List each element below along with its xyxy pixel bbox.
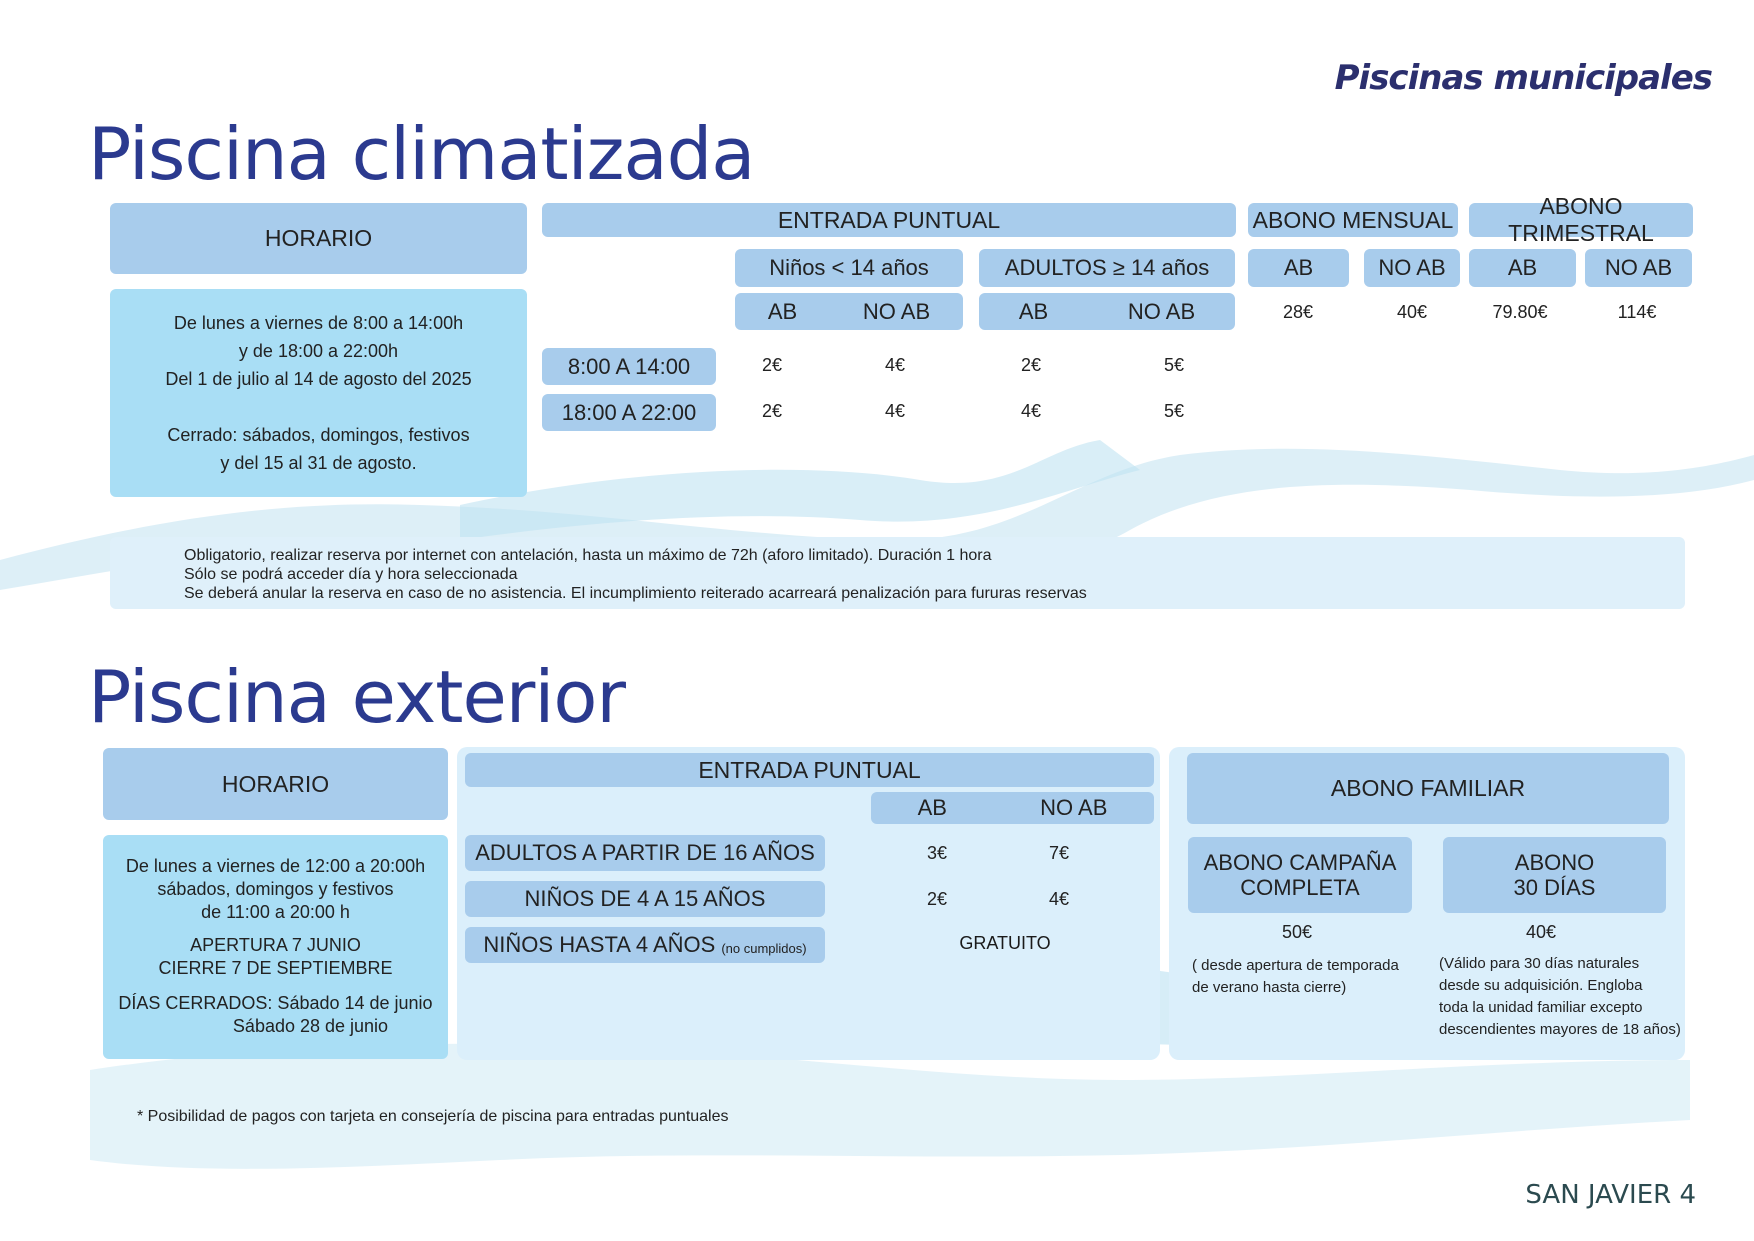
brand-title: Piscinas municipales [1334,58,1712,98]
no-cumplidos-label: (no cumplidos) [721,940,807,956]
dias-note [1439,953,1681,1041]
apertura-text: APERTURA 7 JUNIO [190,935,361,955]
section-title-climatizada: Piscina climatizada [88,112,755,196]
gratuito-text: GRATUITO [959,933,1051,953]
time-slot-evening: 18:00 A 22:00 [542,394,716,431]
abono-dias-box [1443,837,1666,913]
entrada-puntual-header-exterior: ENTRADA PUNTUAL [465,753,1154,787]
campana-label-1: ABONO CAMPAÑA [1203,850,1397,875]
trimestral-noab-price: 114€ [1617,302,1657,322]
price-cell: 2€ [1020,355,1042,375]
mensual-ab: AB [1248,249,1349,287]
notes-box [110,537,1685,609]
dias-note-line: toda la unidad familiar excepto [1439,999,1643,1016]
mensual-noab: NO AB [1364,249,1460,287]
campana-price: 50€ [1281,922,1313,942]
dias-price: 40€ [1525,922,1557,942]
footnote: * Posibilidad de pagos con tarjeta en consejería de piscina para entradas puntuales [137,1108,729,1125]
cerrados-text-2: Sábado 28 de junio [232,1016,389,1036]
price-cell: 7€ [1048,843,1070,863]
time-slot-morning: 8:00 A 14:00 [542,348,716,385]
trimestral-ab-price: 79.80€ [1492,302,1548,322]
abono-mensual-header: ABONO MENSUAL [1248,203,1458,237]
abono-campana-box [1188,837,1412,913]
ninos-noab: NO AB [862,298,931,324]
footer-page: SAN JAVIER 4 [1525,1180,1696,1210]
adultos-ab-row [979,293,1235,330]
price-cell: 5€ [1163,355,1185,375]
price-cell: 4€ [884,355,906,375]
horario-line: Del 1 de julio al 14 de agosto del 2025 [165,369,472,389]
abono-trimestral-header: ABONO TRIMESTRAL [1469,203,1693,237]
dias-label-1: ABONO [1514,850,1595,875]
price-cell: 4€ [1048,889,1070,909]
dias-label-2: 30 DÍAS [1513,875,1596,900]
cierre-text: CIERRE 7 DE SEPTIEMBRE [158,958,393,978]
row-ninos: NIÑOS DE 4 A 15 AÑOS [465,881,825,917]
mensual-ab-price: 28€ [1282,302,1314,322]
horario-line: De lunes a viernes de 8:00 a 14:00h [173,313,464,333]
dias-note-line: (Válido para 30 días naturales [1439,955,1640,972]
campana-note [1192,955,1399,999]
note-line: Se deberá anular la reserva en caso de no asistencia. El incumplimiento reiterado acarreará penalización para fururas reservas [184,585,1087,602]
campana-label-2: COMPLETA [1240,875,1360,900]
note-line: Sólo se podrá acceder día y hora seleccionada [184,566,518,583]
row-adultos: ADULTOS A PARTIR DE 16 AÑOS [465,835,825,871]
ninos-ab: AB [767,298,798,324]
price-cell: 4€ [1020,401,1042,421]
entrada-puntual-header: ENTRADA PUNTUAL [542,203,1236,237]
horario-line: sábados, domingos y festivos [157,879,394,899]
price-cell: 5€ [1163,401,1185,421]
horario-info [110,289,527,497]
noab-label: NO AB [1040,795,1108,820]
adultos-noab: NO AB [1127,298,1196,324]
trimestral-ab: AB [1469,249,1576,287]
horario-header-exterior: HORARIO [103,748,448,820]
dias-note-line: desde su adquisición. Engloba [1439,977,1643,994]
horario-line: De lunes a viernes de 12:00 a 20:00h [125,856,426,876]
trimestral-noab: NO AB [1585,249,1692,287]
horario-info-exterior [103,835,448,1059]
campana-note-line: ( desde apertura de temporada [1192,957,1399,974]
price-cell: 4€ [884,401,906,421]
price-cell: 2€ [761,401,783,421]
row-ninos-hasta [465,927,825,963]
price-cell: 2€ [761,355,783,375]
ninos-header: Niños < 14 años [735,249,963,287]
dias-note-line: descendientes mayores de 18 años) [1439,1021,1681,1038]
price-cell: 2€ [926,889,948,909]
mensual-noab-price: 40€ [1396,302,1428,322]
ab-label: AB [917,795,947,820]
ab-noab-header [871,792,1154,824]
price-cell: 3€ [926,843,948,863]
horario-header: HORARIO [110,203,527,274]
horario-line: y de 18:00 a 22:00h [238,341,399,361]
horario-line: Cerrado: sábados, domingos, festivos [167,425,470,445]
campana-note-line: de verano hasta cierre) [1192,979,1347,996]
horario-line: y del 15 al 31 de agosto. [220,453,417,473]
note-line: Obligatorio, realizar reserva por internet con antelación, hasta un máximo de 72h (aforo limitado). Duración 1 hora [184,547,992,564]
horario-line: de 11:00 a 20:00 h [201,902,350,922]
ninos-hasta-label: NIÑOS HASTA 4 AÑOS [483,932,716,957]
cerrados-text: DÍAS CERRADOS: Sábado 14 de junio [118,993,433,1013]
abono-familiar-header: ABONO FAMILIAR [1187,753,1669,824]
adultos-header: ADULTOS ≥ 14 años [979,249,1235,287]
adultos-ab: AB [1018,298,1049,324]
section-title-exterior: Piscina exterior [88,655,626,739]
ninos-ab-row [735,293,963,330]
